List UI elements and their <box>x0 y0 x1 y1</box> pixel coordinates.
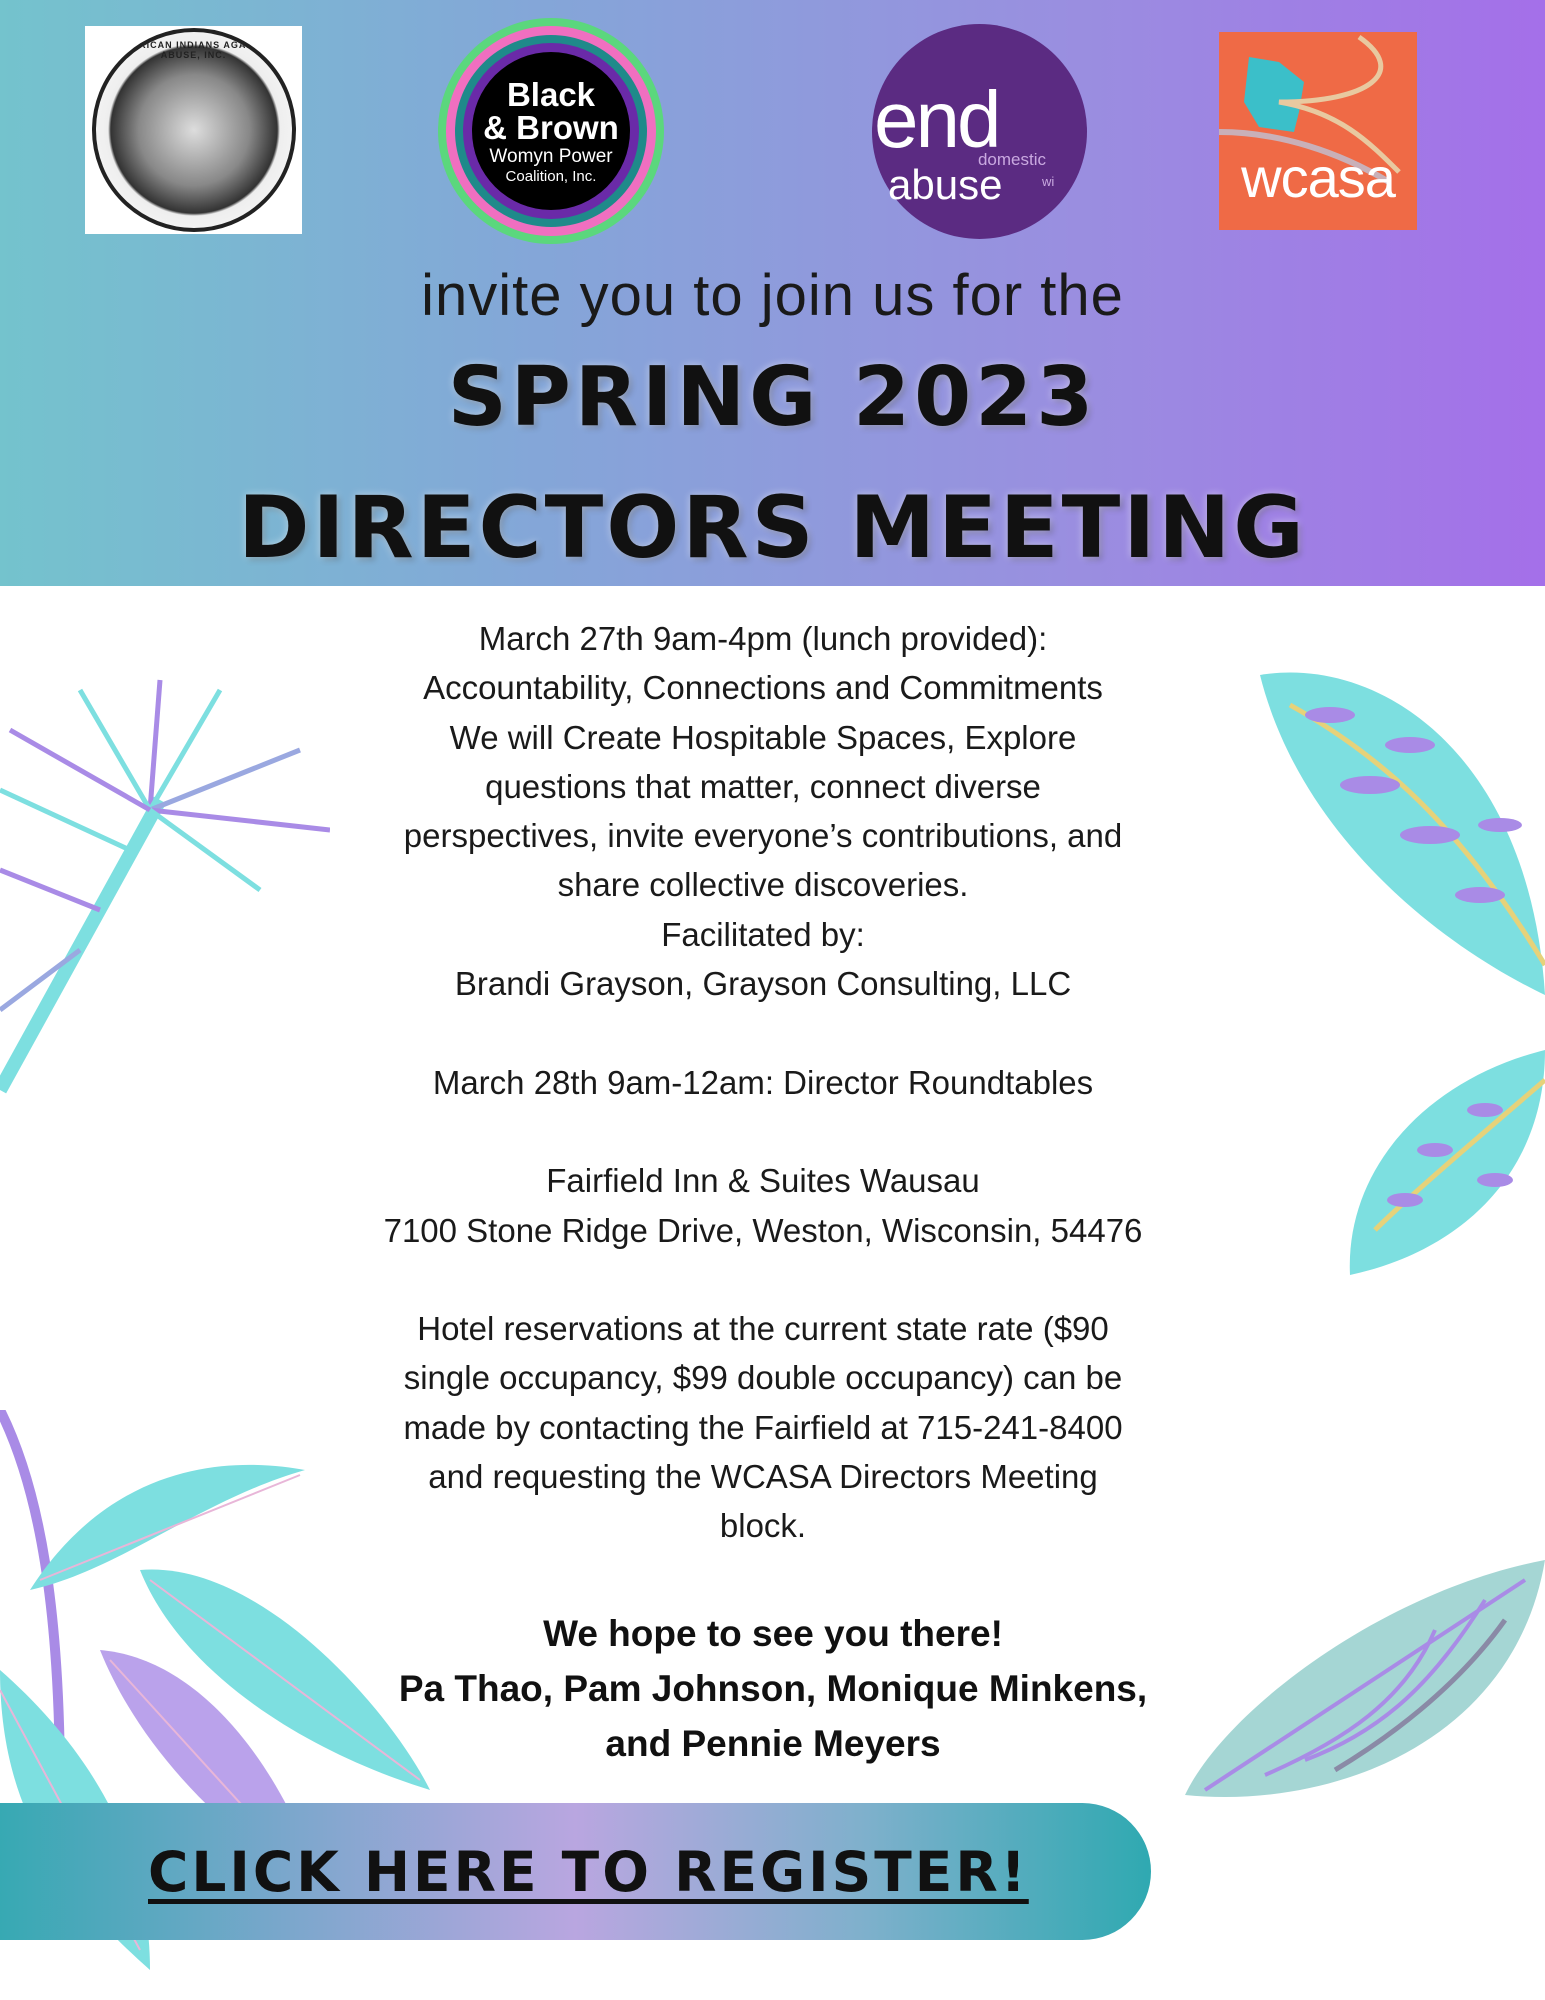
closing-message <box>300 1606 1246 1771</box>
edawi-end: end <box>874 75 999 164</box>
venue-address: 7100 Stone Ridge Drive, Weston, Wisconsin, 54476 <box>383 1211 1143 1249</box>
edawi-domestic: domestic <box>977 150 1046 169</box>
leaf-right-middle-icon <box>1345 1050 1545 1280</box>
day2-schedule: March 28th 9am-12am: Director Roundtables <box>432 1063 1094 1101</box>
detail-line: We will Create Hospitable Spaces, Explore <box>449 718 1077 756</box>
detail-line: Facilitated by: <box>661 915 865 953</box>
bbwpc-logo <box>438 18 664 244</box>
facilitator: Brandi Grayson, Grayson Consulting, LLC <box>454 965 1072 1003</box>
title-directors-meeting: DIRECTORS MEETING <box>238 478 1307 578</box>
hosts-line: Pa Thao, Pam Johnson, Monique Minkens, <box>398 1668 1148 1709</box>
hotel-line: and requesting the WCASA Directors Meeting <box>428 1458 1098 1496</box>
bbwpc-line1: Black <box>506 76 596 113</box>
header-banner <box>0 0 1545 586</box>
wcasa-logo <box>1219 32 1417 230</box>
event-details <box>280 614 1246 1551</box>
bbwpc-line2: & Brown <box>483 109 619 146</box>
aiaa-logo <box>85 26 302 234</box>
detail-line: perspectives, invite everyone’s contributions, and <box>403 817 1123 855</box>
venue-name: Fairfield Inn & Suites Wausau <box>546 1162 980 1200</box>
detail-line: share collective discoveries. <box>557 866 969 904</box>
end-domestic-abuse-logo <box>872 24 1087 239</box>
wcasa-text: wcasa <box>1241 146 1395 209</box>
register-button[interactable] <box>0 1803 1151 1940</box>
detail-line: March 27th 9am-4pm (lunch provided): <box>478 620 1048 657</box>
edawi-wi: wi <box>1042 174 1055 189</box>
detail-line: questions that matter, connect diverse <box>485 767 1041 805</box>
edawi-abuse: abuse <box>888 161 1003 208</box>
title-spring-2023: SPRING 2023 <box>447 350 1098 445</box>
leaf-right-top-icon <box>1260 665 1545 1005</box>
hotel-line: single occupancy, $99 double occupancy) can be <box>403 1359 1123 1397</box>
aiaa-logo-text: AMERICAN INDIANS AGAINST ABUSE, INC. <box>116 40 271 60</box>
closing-line: We hope to see you there! <box>543 1613 1003 1654</box>
bbwpc-line4: Coalition, Inc. <box>505 168 597 185</box>
hotel-line: made by contacting the Fairfield at 715-241-8400 <box>403 1408 1123 1446</box>
bbwpc-line3: Womyn Power <box>489 146 613 167</box>
hosts-line: and Pennie Meyers <box>605 1723 941 1764</box>
detail-line: Accountability, Connections and Commitments <box>423 669 1103 707</box>
hotel-line: Hotel reservations at the current state rate ($90 <box>417 1310 1109 1348</box>
invite-line: invite you to join us for the <box>421 263 1124 328</box>
hotel-line: block. <box>719 1507 807 1545</box>
register-link-text[interactable]: CLICK HERE TO REGISTER! <box>148 1839 1029 1904</box>
